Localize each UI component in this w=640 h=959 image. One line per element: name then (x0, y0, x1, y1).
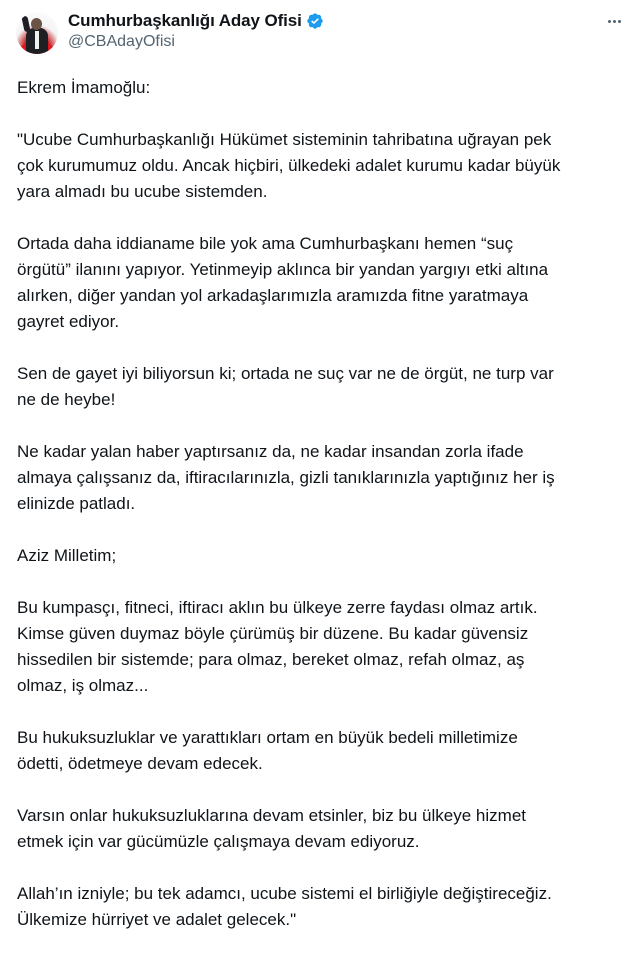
tweet-text-line: örgütü” ilanını yapıyor. Yetinmeyip aklınca bir yandan yargıyı etki altına (17, 260, 549, 279)
tweet-text-line: Varsın onlar hukuksuzluklarına devam etsinler, biz bu ülkeye hizmet (17, 806, 526, 825)
tweet-paragraph (17, 439, 632, 517)
tweet-paragraph (17, 231, 632, 335)
tweet-text-line: çok kurumumuz oldu. Ancak hiçbiri, ülkedeki adalet kurumu kadar büyük (17, 156, 561, 175)
more-horizontal-icon-dot (618, 20, 621, 23)
tweet-text-line: hissedilen bir sistemde; para olmaz, bereket olmaz, refah olmaz, aş (17, 650, 525, 669)
tweet-text-line: Allah’ın izniyle; bu tek adamcı, ucube sistemi el birliğiyle değiştireceğiz. (17, 884, 552, 903)
tweet-text-line: "Ucube Cumhurbaşkanlığı Hükümet sisteminin tahribatına uğrayan pek (17, 130, 552, 149)
author-name-row (68, 10, 324, 32)
tweet-text-line: Bu hukuksuzluklar ve yarattıkları ortam en büyük bedeli milletimize (17, 728, 518, 747)
tweet-header (0, 0, 640, 62)
tweet-paragraph (17, 595, 632, 699)
tweet-text-line: gayret ediyor. (17, 312, 120, 331)
tweet-paragraph (17, 75, 632, 101)
avatar-figure-arm (21, 16, 30, 33)
tweet-text-line: yara almadı bu ucube sistemden. (17, 182, 268, 201)
avatar-figure-shirt (35, 31, 39, 49)
tweet-text (17, 75, 632, 959)
tweet-text-line: Ülkemize hürriyet ve adalet gelecek." (17, 910, 297, 929)
verified-badge-icon (306, 12, 324, 30)
tweet-text-line: ne de heybe! (17, 390, 116, 409)
tweet-text-line: Ortada daha iddianame bile yok ama Cumhurbaşkanı hemen “suç (17, 234, 514, 253)
tweet-paragraph (17, 543, 632, 569)
more-options-button[interactable] (602, 11, 626, 31)
tweet-text-line: ödetti, ödetmeye devam edecek. (17, 754, 263, 773)
tweet-text-line: Bu kumpasçı, fitneci, iftiracı aklın bu ülkeye zerre faydası olmaz artık. (17, 598, 538, 617)
tweet-paragraph (17, 361, 632, 413)
tweet-paragraph (17, 127, 632, 205)
tweet-text-line: olmaz, iş olmaz... (17, 676, 149, 695)
more-horizontal-icon (608, 20, 611, 23)
tweet-text-line: Kimse güven duymaz böyle çürümüş bir düzene. Bu kadar güvensiz (17, 624, 529, 643)
tweet-paragraph (17, 881, 632, 933)
tweet-paragraph (17, 725, 632, 777)
tweet-text-line: etmek için var gücümüzle çalışmaya devam ediyoruz. (17, 832, 420, 851)
tweet-text-line: Ne kadar yalan haber yaptırsanız da, ne kadar insandan zorla ifade (17, 442, 524, 461)
avatar-figure-head (31, 18, 42, 30)
tweet-paragraph (17, 803, 632, 855)
avatar[interactable] (16, 12, 58, 54)
more-horizontal-icon-dot (613, 20, 616, 23)
tweet-text-line: Sen de gayet iyi biliyorsun ki; ortada ne suç var ne de örgüt, ne turp var (17, 364, 554, 383)
author-handle[interactable]: @CBAdayOfisi (68, 33, 175, 50)
author-display-name[interactable]: Cumhurbaşkanlığı Aday Ofisi (68, 11, 302, 30)
tweet-text-line: elinizde patladı. (17, 494, 136, 513)
tweet-text-line: almaya çalışsanız da, iftiracılarınızla, gizli tanıklarınızla yaptığınız her iş (17, 468, 555, 487)
tweet-text-line: Ekrem İmamoğlu: (17, 78, 151, 97)
tweet-text-line: alırken, diğer yandan yol arkadaşlarımızla aramızda fitne yaratmaya (17, 286, 529, 305)
tweet-text-line: Aziz Milletim; (17, 546, 117, 565)
